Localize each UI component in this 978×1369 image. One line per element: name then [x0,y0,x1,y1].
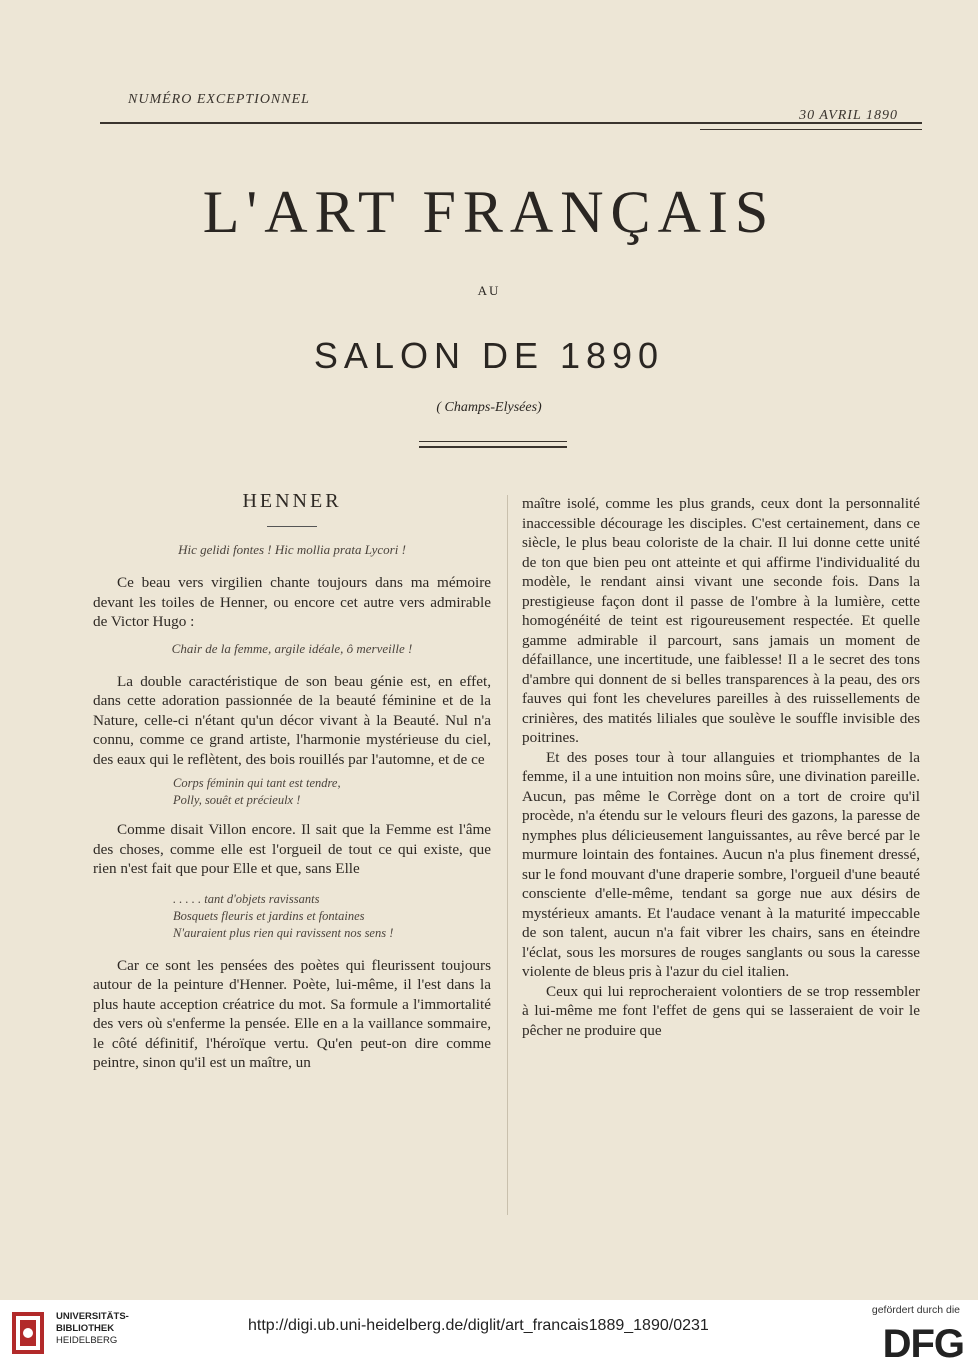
dfg-logo: DFG [882,1322,964,1366]
column-divider [507,495,508,1215]
epigraph: Hic gelidi fontes ! Hic mollia prata Lycori ! [178,542,406,557]
institution-name: UNIVERSITÄTS- BIBLIOTHEK HEIDELBERG [56,1311,129,1346]
right-column [522,494,920,1040]
verse-block [173,891,491,942]
source-link[interactable]: http://digi.ub.uni-heidelberg.de/diglit/art_francais1889_1890/0231 [248,1317,709,1334]
verse-line: N'auraient plus rien qui ravissent nos sens ! [173,925,394,940]
header-rule [100,122,922,124]
verse-line: Polly, souêt et précieulx ! [173,792,301,807]
paragraph: maître isolé, comme les plus grands, ceux dont la personnalité inaccessible décourage les disciples. C'est certainement, dans ce siècle, le plus beau coloriste de la chair. Il lui donne cette unité de ton que bien peu ont atteinte et qui affirme l'individualité du modèle, le rendant ainsi vivant une seconde fois. Dans la prestigieuse façon dont il passe de l'ombre à la lumière, cette homogénéité de teint est rigoureusement respectée. Et quelle gamme admirable il parcourt, sans jamais un moment de défaillance, une incertitude, une faiblesse! Il a le secret des tons d'ambre qui donnent de si belles transparences à la peau, des ors fauves qui font les chevelures pareilles à des ruissellements de crinières, des matités liliales que soulève le souffle invisible des poitrines. [522,495,920,746]
funding-credit: gefördert durch die [871,1304,960,1316]
header-rule-short [700,129,922,130]
verse-block [173,775,491,808]
paragraph: Comme disait Villon encore. Il sait que la Femme est l'âme des choses, comme elle est l'orgueil de tout ce qui existe, que rien n'est fait que pour Elle et que, sans Elle [93,821,491,877]
running-head-date: 30 AVRIL 1890 [799,108,898,123]
paragraph: La double caractéristique de son beau génie est, en effet, dans cette adoration passionnée de la beauté féminine et de la Nature, celle-ci n'étant qu'un décor vivant à la Beauté. Nul n'a connu, comme ce grand artiste, l'harmonie mystérieuse du ciel, des eaux qui le reflètent, des bois rouillés par l'automne, et de ce [93,672,491,768]
paragraph: Ceux qui lui reprocheraient volontiers de se trop ressembler à lui-même me font l'effet de gens qui se lasseraient de voir le pêcher ne produire que [522,982,920,1039]
university-seal-icon [10,1310,46,1356]
title-salon: SALON DE 1890 [313,335,665,376]
page-title: L'ART FRANÇAIS [202,179,776,245]
verse-quote: Chair de la femme, argile idéale, ô merveille ! [171,640,413,656]
title-subtitle: ( Champs-Elysées) [436,400,542,415]
title-rule-bottom [419,446,567,448]
paragraph: Car ce sont les pensées des poètes qui fleurissent toujours autour de la peinture d'Henner. Poète, lui-même, il l'est dans la plus haute acception créatrice du mot. Sa formule a l'immortalité des vers où s'enferme la pensée. Elle en a la vaillance sommaire, le côté définitif, l'héroïque vertu. Qu'en peut-on dire comme peintre, sinon qu'il est un maître, un [93,956,491,1071]
paragraph: Ce beau vers virgilien chante toujours dans ma mémoire devant les toiles de Henner, ou encore cet autre vers admirable de Victor Hugo : [93,574,491,630]
verse-line: Bosquets fleuris et jardins et fontaines [173,908,365,923]
section-heading: HENNER [242,490,342,512]
viewer-footer [0,1300,978,1369]
verse-line: Corps féminin qui tant est tendre, [173,776,341,790]
running-head-left: NUMÉRO EXCEPTIONNEL [128,92,310,107]
title-rule-top [419,441,567,442]
title-au: AU [477,283,501,298]
left-column [93,490,491,1073]
verse-line: . . . . . tant d'objets ravissants [173,891,320,906]
heading-ornament [267,526,317,527]
paragraph: Et des poses tour à tour allanguies et triomphantes de la femme, il a une intuition non moins sûre, une divination pareille. Aucun, pas même le Corrège dont on a tort de croire qu'il procède, n'a étendu sur le velours fleuri des gazons, la paresse de nymphes plus délicieusement languissantes, au rêve bercé par le murmure lointain des fontaines. Aucun n'a plus finement dressé, sur le fond mouvant d'une draperie sombre, l'orgueil d'une beauté consciente d'elle-même, tendant sa gorge nue aux désirs de mystérieux amants. Et l'audace venant à la maturité impeccable de son talent, aucun n'a fait vibrer les chairs, sans en éteindre l'éclat, sous les morsures de rouges sanglants ou sous la caresse violente de bleus pris à l'azur du ciel italien. [522,748,920,980]
